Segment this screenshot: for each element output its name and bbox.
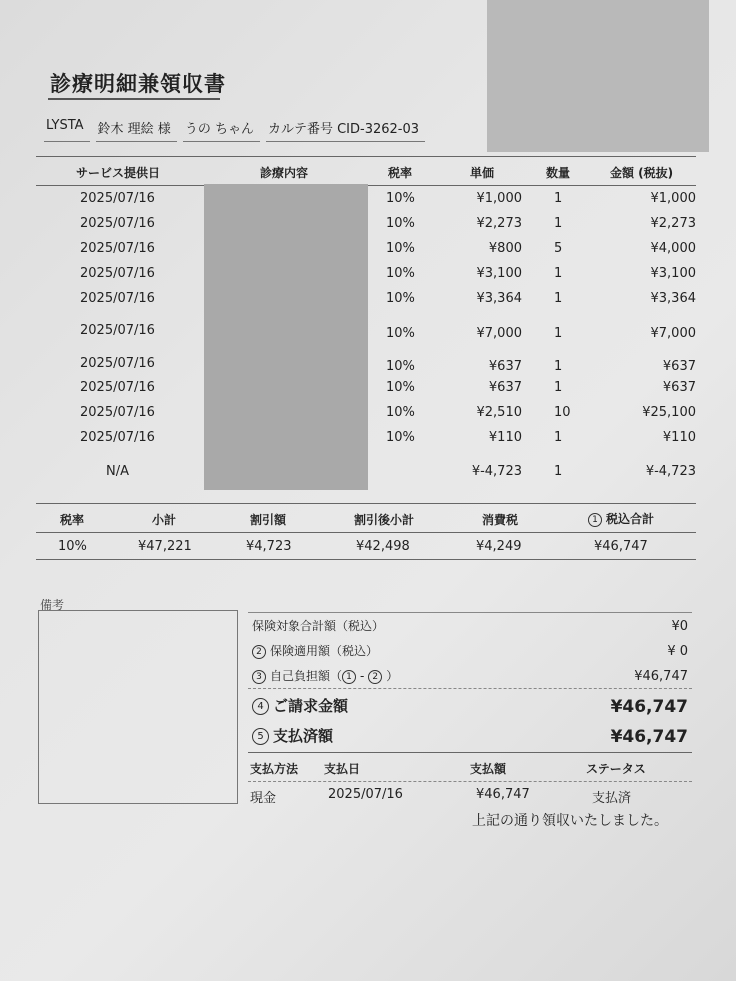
payment-row: [248, 781, 692, 808]
payment-header-method: 支払方法: [250, 762, 299, 776]
paid-value: ¥46,747: [610, 727, 688, 747]
payment-header-amount: 支払額: [470, 762, 507, 776]
row-qty: 10: [554, 405, 571, 420]
row-qty: 1: [554, 380, 563, 395]
insured-total-line: [248, 612, 692, 638]
circle-number-4-icon: 4: [252, 698, 269, 715]
circle-number-3-icon: 3: [252, 670, 266, 684]
row-tax: 10%: [386, 191, 415, 206]
row-price: ¥2,273: [476, 216, 522, 231]
row-date: 2025/07/16: [80, 430, 155, 445]
row-date: 2025/07/16: [80, 380, 155, 395]
summary-discount: ¥4,723: [246, 539, 292, 554]
summary-header-tax-rate: 税率: [60, 513, 85, 527]
row-price: ¥3,100: [476, 266, 522, 281]
circle-number-2-icon: 2: [368, 670, 382, 684]
redacted-area-top: [487, 0, 709, 152]
notes-box: [38, 610, 238, 804]
row-amount: ¥1,000: [650, 191, 696, 206]
row-amount: ¥2,273: [650, 216, 696, 231]
owner-name: 鈴木 理絵 様: [96, 118, 177, 142]
row-price: ¥110: [488, 430, 522, 445]
totals-section: [248, 612, 692, 749]
row-tax: 10%: [386, 291, 415, 306]
payment-table: [248, 752, 692, 808]
row-date: 2025/07/16: [80, 291, 155, 306]
self-pay-value: ¥46,747: [634, 669, 688, 684]
self-pay-label-b: ）: [386, 669, 399, 683]
summary-header-subtotal: 小計: [152, 513, 177, 527]
insurance-label-wrap: [252, 642, 378, 659]
header-description: 診療内容: [260, 166, 309, 180]
row-qty: 5: [554, 241, 563, 256]
billed-label-wrap: [252, 695, 348, 716]
summary-header-total: [588, 510, 654, 527]
row-tax: 10%: [386, 326, 415, 341]
row-tax: 10%: [386, 380, 415, 395]
header-amount: 金額 (税抜): [610, 166, 674, 180]
self-pay-label-a: 自己負担額（: [270, 669, 343, 683]
row-price: ¥-4,723: [471, 464, 522, 479]
row-qty: 1: [554, 359, 563, 374]
row-amount: ¥637: [662, 380, 696, 395]
payment-amount: ¥46,747: [476, 787, 530, 802]
patient-info: [44, 118, 431, 142]
row-amount: ¥3,100: [650, 266, 696, 281]
row-price: ¥2,510: [476, 405, 522, 420]
paid-line: [248, 719, 692, 749]
self-pay-label-sep: -: [360, 669, 365, 683]
summary-table: [36, 503, 696, 560]
row-amount: ¥3,364: [650, 291, 696, 306]
row-price: ¥1,000: [476, 191, 522, 206]
row-qty: 1: [554, 464, 563, 479]
service-table-header: [36, 156, 696, 186]
header-date: サービス提供日: [76, 166, 161, 180]
clinic-name: LYSTA: [44, 118, 90, 142]
header-unit-price: 単価: [470, 166, 495, 180]
circle-number-1-icon: 1: [342, 670, 356, 684]
circle-number-5-icon: 5: [252, 728, 269, 745]
summary-header-after-discount: 割引後小計: [354, 513, 415, 527]
row-qty: 1: [554, 191, 563, 206]
billed-line: [248, 688, 692, 719]
row-tax: 10%: [386, 430, 415, 445]
summary-consumption-tax: ¥4,249: [476, 539, 522, 554]
insurance-line: [248, 638, 692, 663]
row-tax: 10%: [386, 266, 415, 281]
row-date: 2025/07/16: [80, 241, 155, 256]
summary-header: [36, 503, 696, 533]
row-date: 2025/07/16: [80, 266, 155, 281]
row-price: ¥7,000: [476, 326, 522, 341]
payment-method: 現金: [250, 791, 277, 806]
summary-tax-rate: 10%: [58, 539, 87, 554]
summary-subtotal: ¥47,221: [138, 539, 192, 554]
row-amount: ¥110: [662, 430, 696, 445]
row-qty: 1: [554, 291, 563, 306]
self-pay-line: [248, 663, 692, 688]
row-amount: ¥-4,723: [645, 464, 696, 479]
payment-date: 2025/07/16: [328, 787, 403, 802]
summary-header-consumption-tax: 消費税: [482, 513, 519, 527]
row-price: ¥800: [488, 241, 522, 256]
row-date: 2025/07/16: [80, 216, 155, 231]
payment-header: [248, 752, 692, 781]
circle-number-1-icon: 1: [588, 513, 602, 527]
row-qty: 1: [554, 266, 563, 281]
summary-row: [36, 533, 696, 560]
row-amount: ¥25,100: [642, 405, 696, 420]
billed-value: ¥46,747: [610, 697, 688, 717]
summary-header-discount: 割引額: [250, 513, 287, 527]
insured-total-value: ¥0: [671, 619, 688, 634]
document-title: 診療明細兼領収書: [50, 72, 226, 96]
chart-number: カルテ番号 CID-3262-03: [266, 118, 425, 142]
title-underline: [48, 98, 220, 100]
row-price: ¥3,364: [476, 291, 522, 306]
notes-label: 備考: [40, 598, 65, 612]
insured-total-label: 保険対象合計額（税込）: [252, 619, 385, 633]
row-tax: 10%: [386, 405, 415, 420]
row-amount: ¥7,000: [650, 326, 696, 341]
paid-label-wrap: [252, 725, 333, 746]
pet-name: うの ちゃん: [183, 118, 260, 142]
summary-header-total-label: 税込合計: [606, 512, 655, 526]
row-tax: 10%: [386, 359, 415, 374]
circle-number-2-icon: 2: [252, 645, 266, 659]
row-price: ¥637: [488, 380, 522, 395]
row-price: ¥637: [488, 359, 522, 374]
payment-header-date: 支払日: [324, 762, 361, 776]
row-qty: 1: [554, 430, 563, 445]
row-qty: 1: [554, 326, 563, 341]
row-date: N/A: [106, 464, 129, 479]
billed-label: ご請求金額: [273, 697, 349, 715]
row-date: 2025/07/16: [80, 356, 155, 371]
insurance-value: ¥ 0: [667, 644, 688, 659]
paid-label: 支払済額: [273, 727, 334, 745]
row-amount: ¥637: [662, 359, 696, 374]
self-pay-label-wrap: [252, 667, 398, 684]
payment-header-status: ステータス: [586, 762, 646, 776]
row-date: 2025/07/16: [80, 191, 155, 206]
row-date: 2025/07/16: [80, 323, 155, 338]
row-amount: ¥4,000: [650, 241, 696, 256]
row-tax: 10%: [386, 241, 415, 256]
row-qty: 1: [554, 216, 563, 231]
summary-after-discount: ¥42,498: [356, 539, 410, 554]
header-quantity: 数量: [546, 166, 571, 180]
closing-statement: 上記の通り領収いたしました。: [472, 813, 668, 829]
summary-total: ¥46,747: [594, 539, 648, 554]
row-tax: 10%: [386, 216, 415, 231]
payment-status: 支払済: [592, 791, 632, 806]
insurance-label: 保険適用額（税込）: [270, 644, 379, 658]
row-date: 2025/07/16: [80, 405, 155, 420]
redacted-description-column: [204, 184, 368, 490]
header-tax-rate: 税率: [388, 166, 413, 180]
